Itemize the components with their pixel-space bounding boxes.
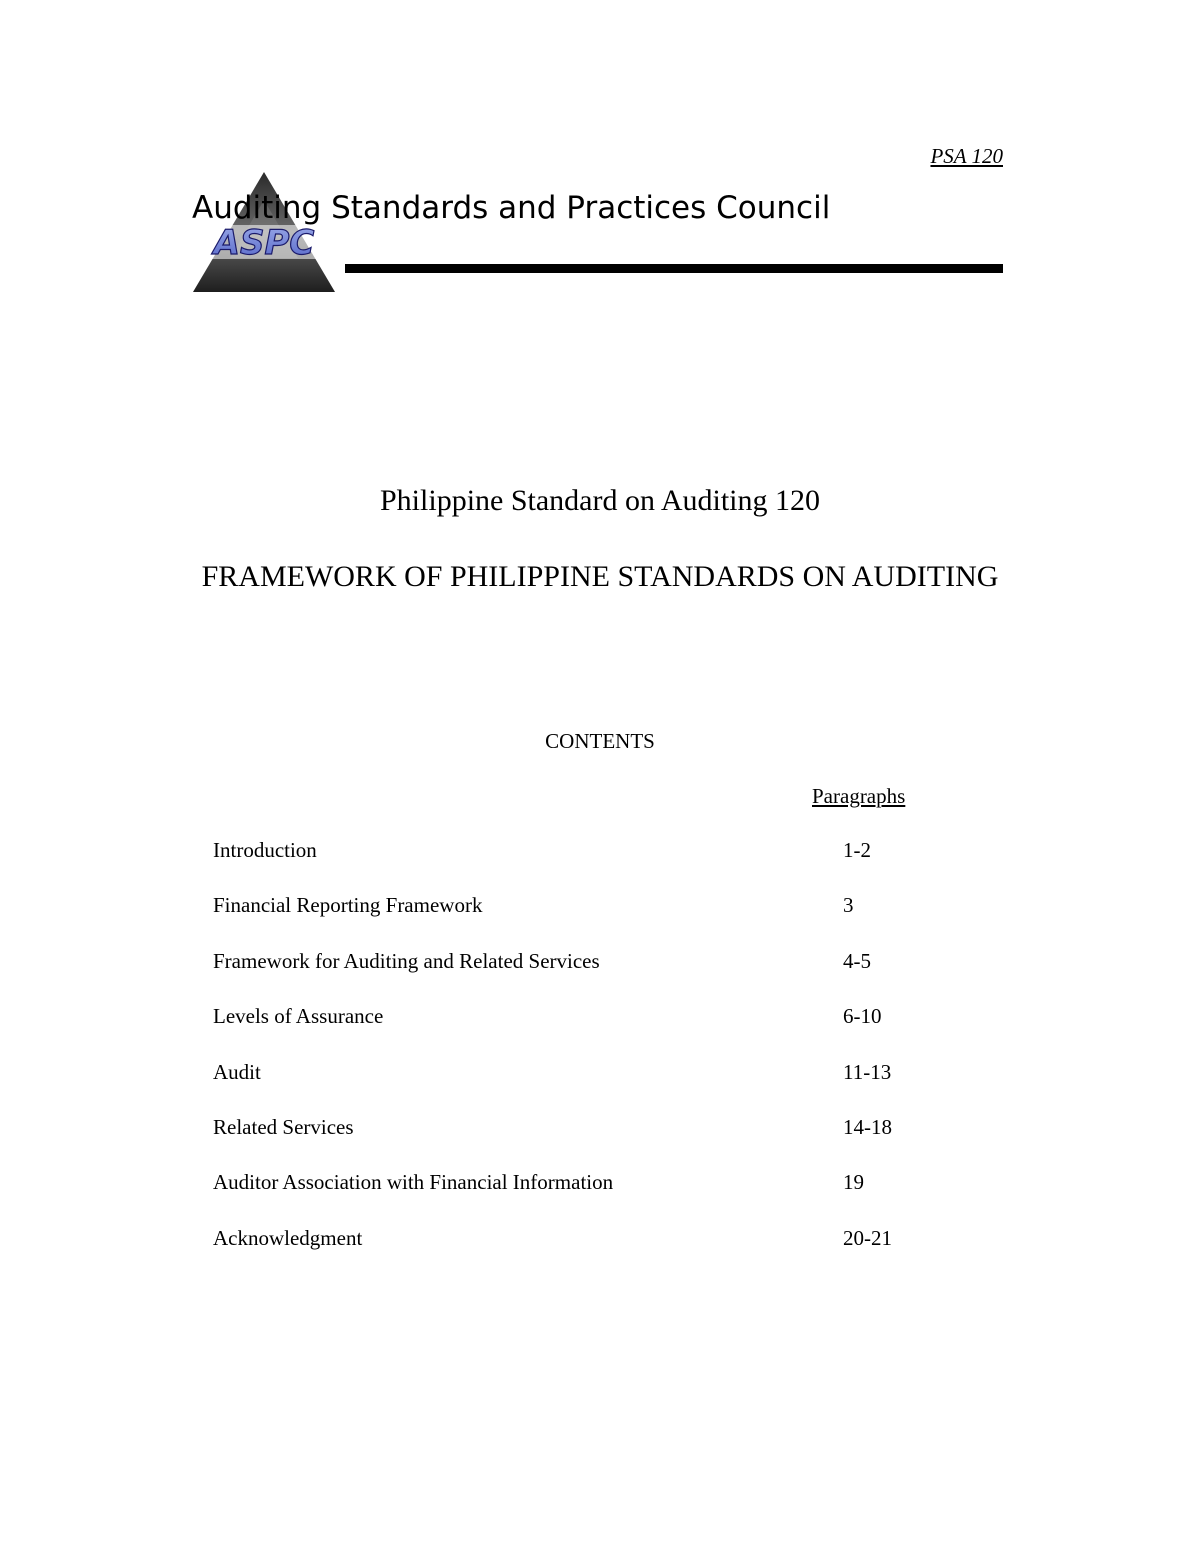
header-rule — [345, 264, 1003, 273]
toc-item-label: Introduction — [213, 838, 317, 862]
toc-row — [213, 893, 953, 948]
toc-item-label: Auditor Association with Financial Information — [213, 1170, 614, 1195]
contents-heading: CONTENTS — [545, 729, 655, 753]
toc-row — [213, 1004, 953, 1059]
table-of-contents — [213, 838, 953, 1281]
toc-row — [213, 1170, 953, 1225]
toc-item-paragraphs: 14-18 — [843, 1114, 892, 1139]
toc-item-label: Audit — [213, 1059, 261, 1084]
toc-row — [213, 838, 953, 893]
toc-row — [213, 949, 953, 1004]
toc-row — [213, 1060, 953, 1115]
toc-item-paragraphs: 19 — [843, 1170, 864, 1195]
toc-item-label: Levels of Assurance — [213, 1004, 384, 1029]
toc-item-paragraphs: 6-10 — [843, 1004, 882, 1029]
aspc-logo — [190, 170, 338, 296]
toc-item-paragraphs: 3 — [843, 893, 854, 918]
standard-title: Philippine Standard on Auditing 120 — [380, 484, 820, 517]
toc-item-paragraphs: 1-2 — [843, 838, 871, 862]
logo-lettering: ASPC — [213, 223, 315, 263]
toc-row — [213, 1115, 953, 1170]
document-title: FRAMEWORK OF PHILIPPINE STANDARDS ON AUDITING — [201, 560, 999, 593]
paragraphs-column-heading: Paragraphs — [812, 784, 906, 808]
toc-item-label: Related Services — [213, 1114, 354, 1139]
toc-row — [213, 1226, 953, 1281]
toc-item-paragraphs: 4-5 — [843, 948, 871, 973]
toc-item-label: Financial Reporting Framework — [213, 893, 483, 918]
toc-item-paragraphs: 20-21 — [843, 1225, 892, 1250]
organization-name: Auditing Standards and Practices Council — [192, 190, 831, 226]
toc-item-label: Acknowledgment — [213, 1225, 363, 1250]
toc-item-paragraphs: 11-13 — [843, 1059, 892, 1084]
toc-item-label: Framework for Auditing and Related Services — [213, 948, 600, 973]
document-code: PSA 120 — [930, 144, 1003, 168]
